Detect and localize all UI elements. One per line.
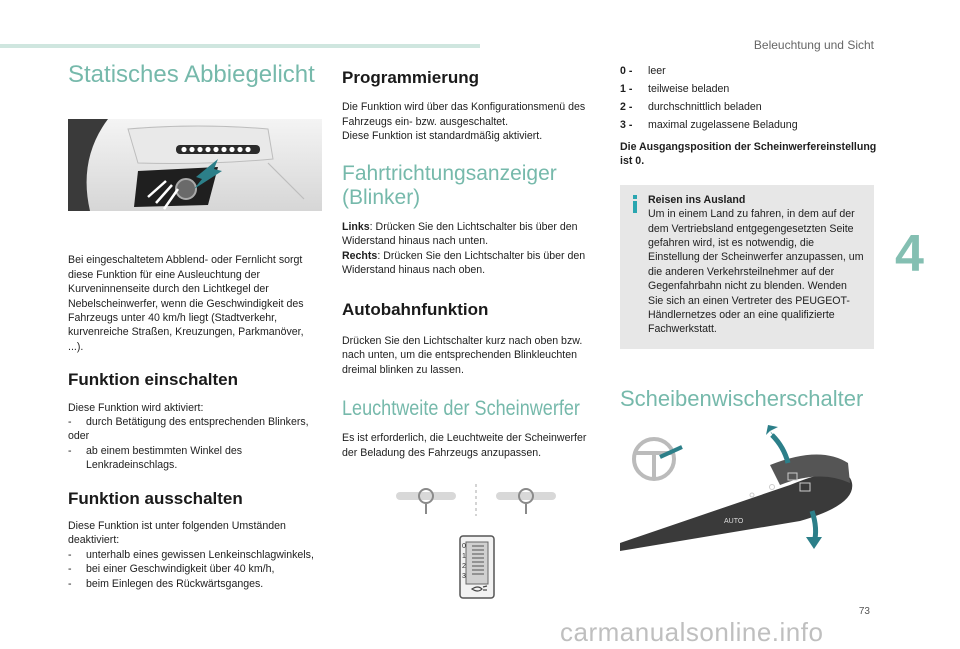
function-on-list bbox=[68, 415, 320, 429]
function-on-lead: Diese Funktion wird aktiviert: bbox=[68, 401, 204, 414]
stalk-label: AUTO bbox=[724, 518, 744, 526]
list-item: 3 - maximal zugelassene Beladung bbox=[620, 119, 798, 131]
list-item: - beim Einlegen des Rückwärtsganges. bbox=[68, 577, 264, 590]
steering-wheel-icon bbox=[496, 489, 556, 514]
dial-label: 2 bbox=[462, 562, 466, 570]
arrow-down-icon bbox=[806, 537, 822, 549]
function-on-or: oder bbox=[68, 430, 90, 443]
list-item: - unterhalb eines gewissen Lenkeinschlagwinkels, bbox=[68, 548, 314, 561]
steering-wheel-icon bbox=[396, 489, 456, 514]
programming-text-2: Diese Funktion ist standardmäßig aktiviert. bbox=[342, 130, 543, 143]
dial-label: 1 bbox=[462, 552, 466, 560]
list-item: 2 - durchschnittlich beladen bbox=[620, 101, 762, 113]
info-icon bbox=[628, 195, 642, 213]
title-static-cornering-light: Statisches Abbiegelicht bbox=[68, 61, 315, 88]
load-levels-list bbox=[620, 62, 880, 134]
watermark: carmanualsonline.info bbox=[560, 617, 824, 647]
function-on-list-2 bbox=[68, 444, 320, 473]
default-position-note: Die Ausgangsposition der Scheinwerfereinstellung ist 0. bbox=[620, 141, 877, 168]
indicator-left-text: Links: Drücken Sie den Lichtschalter bis über den Widerstand hinaus nach unten. Rechts: Drücken Sie den Lichtschalter bis über den Widerstand hinaus nach oben. bbox=[342, 220, 586, 277]
motorway-text: Drücken Sie den Lichtschalter kurz nach oben bzw. nach unten, um die entsprechenden Blinkleuchten dreimal blinken zu lassen. bbox=[342, 334, 583, 376]
heading-wiper-switch: Scheibenwischerschalter bbox=[620, 385, 864, 411]
heading-function-off: Funktion ausschalten bbox=[68, 488, 243, 508]
info-title: Reisen ins Ausland bbox=[648, 193, 746, 206]
info-box-travel-abroad bbox=[620, 185, 874, 349]
programming-text-1: Die Funktion wird über das Konfigurationsmenü des Fahrzeugs ein- bzw. ausgeschaltet. bbox=[342, 101, 586, 128]
header-accent-bar bbox=[0, 44, 480, 48]
list-item: - bei einer Geschwindigkeit über 40 km/h, bbox=[68, 563, 275, 576]
heading-indicators: Fahrtrichtungsanzeiger (Blinker) bbox=[342, 161, 557, 209]
column-load-wipers bbox=[620, 62, 880, 551]
page-number: 73 bbox=[858, 606, 870, 617]
list-item: - durch Betätigung des entsprechenden Blinkers, bbox=[68, 416, 309, 429]
dial-label: 3 bbox=[462, 572, 466, 580]
section-title: Beleuchtung und Sicht bbox=[753, 38, 874, 52]
heading-function-on: Funktion einschalten bbox=[68, 370, 239, 390]
dial-label: 0 bbox=[462, 542, 466, 550]
heading-motorway-function: Autobahnfunktion bbox=[342, 299, 489, 319]
function-off-lead: Diese Funktion ist unter folgenden Umständen deaktiviert: bbox=[68, 520, 286, 547]
list-item: 0 - leer bbox=[620, 65, 666, 77]
heading-headlamp-range: Leuchtweite der Scheinwerfer bbox=[342, 397, 580, 421]
fog-light-illustration bbox=[68, 119, 322, 211]
wiper-stalk-illustration bbox=[620, 425, 860, 551]
info-text: Um in einem Land zu fahren, in dem auf der dem Vertriebsland entgegengesetzten Seite gefahren wird, ist es notwendig, die Einstellung der Scheinwerfer anzupassen, um die anderen Verkehrsteilnehmer auf der Gegenfahrbahn nicht zu blenden. Wenden Sie sich an einen Vertreter des PEUGEOT-Händlernetzes oder an eine qualifizierte Fachwerkstatt. bbox=[648, 208, 864, 336]
list-item: - ab einem bestimmten Winkel des Lenkradeinschlags. bbox=[68, 444, 243, 472]
list-item: 1 - teilweise beladen bbox=[620, 83, 730, 95]
steering-wheel-icon bbox=[634, 439, 674, 479]
intro-text: Bei eingeschaltetem Abblend- oder Fernlicht sorgt diese Funktion für eine Ausleuchtung der Kurveninnenseite durch den Lichtkegel der Nebelscheinwerfer, wenn die Geschwindigkeit des Fahrzeugs unter 40 km/h liegt (Stadtverkehr, kurvenreiche Straßen, Kreuzungen, Parkmanöver, ...). bbox=[68, 254, 304, 353]
headlamp-range-text: Es ist erforderlich, die Leuchtweite der Scheinwerfer der Beladung des Fahrzeugs anzupassen. bbox=[342, 432, 587, 459]
function-off-list bbox=[68, 548, 320, 591]
heading-programming: Programmierung bbox=[342, 68, 479, 87]
chapter-number: 4 bbox=[895, 225, 924, 283]
column-static-cornering-light bbox=[68, 62, 320, 591]
headlamp-adjustment-illustration bbox=[392, 482, 582, 600]
column-programming-indicators bbox=[342, 62, 602, 600]
